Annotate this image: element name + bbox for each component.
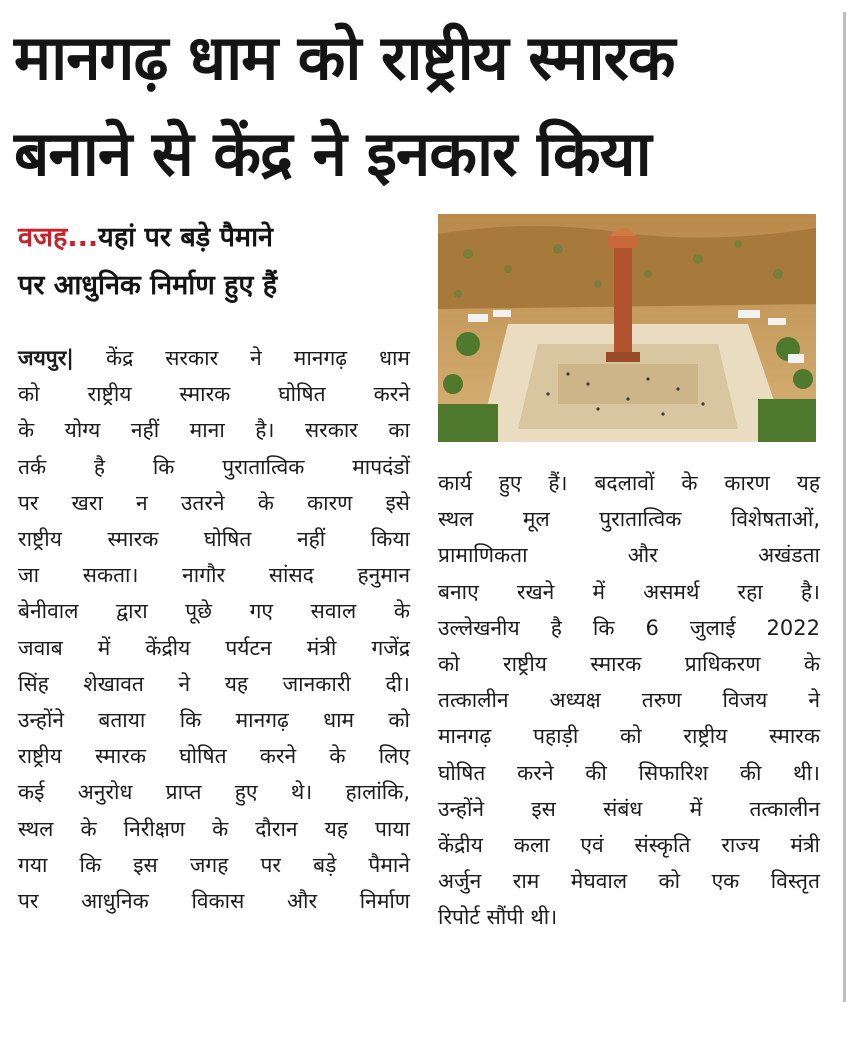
subheadline-line-1 xyxy=(18,214,418,262)
article-line xyxy=(18,340,410,376)
article-line: पर खरा न उतरने के कारण इसे xyxy=(18,490,410,515)
article-line: उल्लेखनीय है कि 6 जुलाई 2022 xyxy=(438,615,820,640)
article-line: बनाए रखने में असमर्थ रहा है। xyxy=(438,579,820,604)
article-line: स्थल मूल पुरातात्विक विशेषताओं, xyxy=(438,507,820,532)
article-line: सिंह शेखावत ने यह जानकारी दी। xyxy=(18,671,410,696)
article-line: घोषित करने की सिफारिश की थी। xyxy=(438,760,820,785)
headline-line-1: मानगढ़ धाम को राष्ट्रीय स्मारक xyxy=(14,21,675,94)
headline xyxy=(14,10,824,202)
column-divider xyxy=(843,12,846,1002)
article-line-text: केंद्र सरकार ने मानगढ़ धाम xyxy=(73,346,410,370)
article-line: जा सकता। नागौर सांसद हनुमान xyxy=(18,563,410,588)
subheadline xyxy=(18,214,418,310)
article-line: पर आधुनिक विकास और निर्माण xyxy=(18,889,410,914)
article-line: राष्ट्रीय स्मारक घोषित नहीं किया xyxy=(18,527,410,552)
article-line: मानगढ़ पहाड़ी को राष्ट्रीय स्मारक xyxy=(438,724,820,749)
article-line: गया कि इस जगह पर बड़े पैमाने xyxy=(18,852,410,877)
aerial-memorial-illustration xyxy=(438,214,816,442)
subheadline-line-1-text: यहां पर बड़े पैमाने xyxy=(98,222,274,253)
article-line: उन्होंने बताया कि मानगढ़ धाम को xyxy=(18,708,410,733)
article-column-left xyxy=(18,340,410,919)
subheadline-line-2: पर आधुनिक निर्माण हुए हैं xyxy=(18,270,278,301)
article-line: बेनीवाल द्वारा पूछे गए सवाल के xyxy=(18,599,410,624)
article-line: तर्क है कि पुरातात्विक मापदंडों xyxy=(18,454,410,479)
article-line: को राष्ट्रीय स्मारक प्राधिकरण के xyxy=(438,652,820,677)
article-line: उन्होंने इस संबंध में तत्कालीन xyxy=(438,796,820,821)
article-line: कार्य हुए हैं। बदलावों के कारण यह xyxy=(438,471,820,495)
article-line: अर्जुन राम मेघवाल को एक विस्तृत xyxy=(438,869,820,894)
article-line: प्रामाणिकता और अखंडता xyxy=(438,543,820,568)
headline-line-2: बनाने से केंद्र ने इनकार किया xyxy=(14,117,651,190)
article-line: रिपोर्ट सौंपी थी। xyxy=(438,905,558,930)
reason-label: वजह... xyxy=(18,222,99,253)
article-line: राष्ट्रीय स्मारक घोषित करने के लिए xyxy=(18,744,410,769)
dateline: जयपुर| xyxy=(18,346,74,370)
article-line: को राष्ट्रीय स्मारक घोषित करने xyxy=(18,382,410,407)
mangarh-dham-photo xyxy=(438,214,816,442)
article-line: केंद्रीय कला एवं संस्कृति राज्य मंत्री xyxy=(438,833,820,858)
article-line: स्थल के निरीक्षण के दौरान यह पाया xyxy=(18,816,410,841)
article-line: के योग्य नहीं माना है। सरकार का xyxy=(18,418,410,443)
article-line: तत्कालीन अध्यक्ष तरुण विजय ने xyxy=(438,688,820,713)
article-line: कई अनुरोध प्राप्त हुए थे। हालांकि, xyxy=(18,780,410,805)
article-line: जवाब में केंद्रीय पर्यटन मंत्री गजेंद्र xyxy=(18,635,410,660)
article-column-right xyxy=(438,465,820,936)
